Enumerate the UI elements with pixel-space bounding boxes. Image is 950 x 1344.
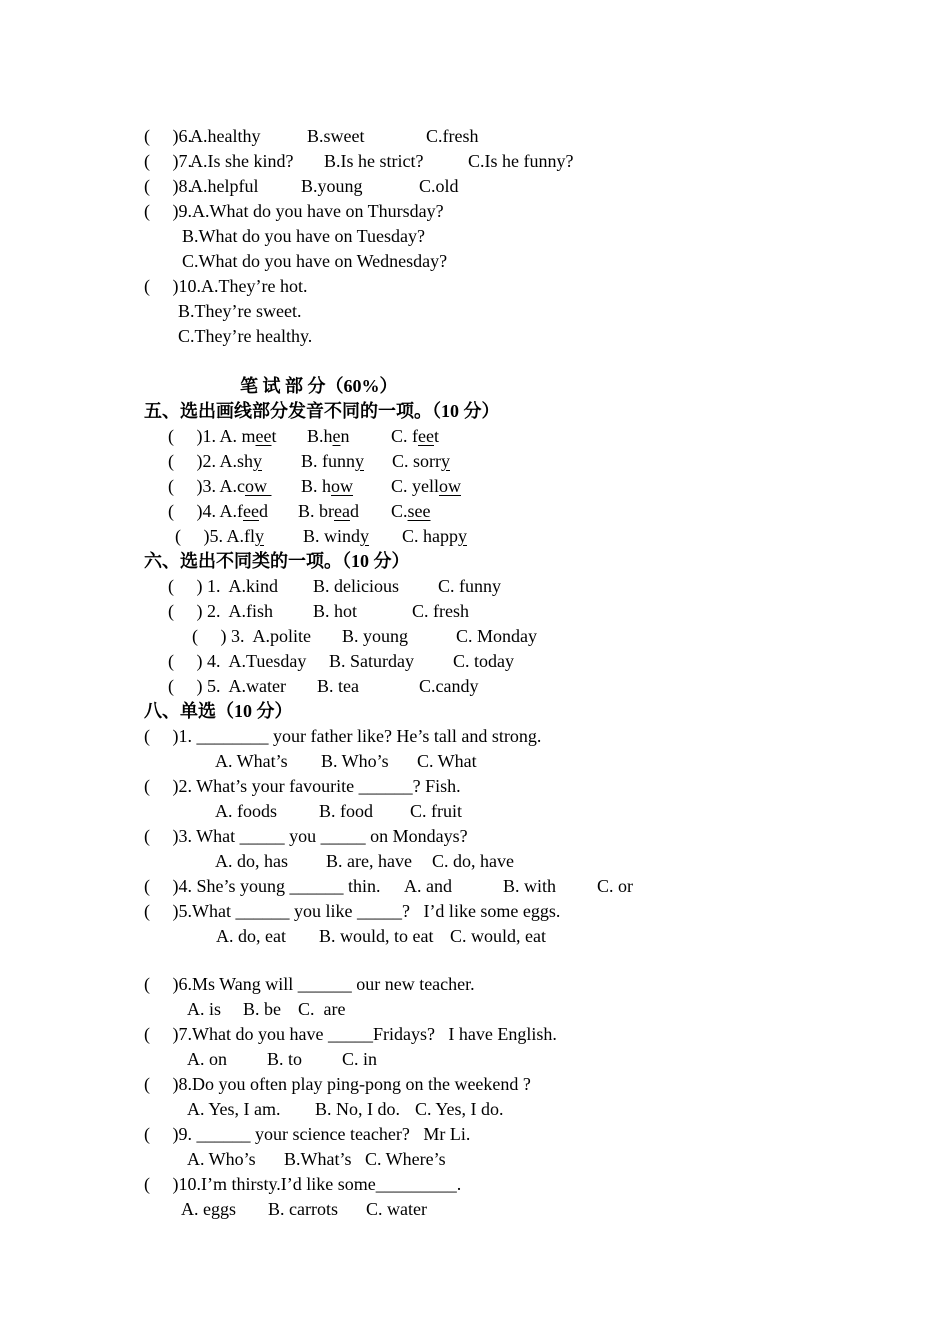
s6-q2-option-b: B. hot [313, 601, 358, 621]
s8-q8-option-a: A. Yes, I am. [187, 1099, 281, 1119]
s8-q4-stem: ( )4. She’s young ______ thin. [144, 876, 381, 896]
s5-q1-option-b: B.hen [307, 426, 350, 446]
s6-q5-option-a: ( ) 5. A.water [168, 676, 286, 696]
s8-q6-stem: ( )6.Ms Wang will ______ our new teacher. [144, 974, 475, 994]
s8-q7-stem: ( )7.What do you have _____Fridays? I have English. [144, 1024, 557, 1044]
q10-option-b: B.They’re sweet. [178, 301, 302, 321]
s5-q2-option-a: ( )2. A.shy [168, 451, 262, 471]
s8-q1-option-c: C. What [417, 751, 477, 771]
s8-q10-option-a: A. eggs [181, 1199, 236, 1219]
s8-q3-stem: ( )3. What _____ you _____ on Mondays? [144, 826, 468, 846]
s6-q3-option-c: C. Monday [456, 626, 537, 646]
s6-q5-option-c: C.candy [419, 676, 479, 696]
q9-option-a: ( )9.A.What do you have on Thursday? [144, 201, 444, 221]
s6-q1-option-b: B. delicious [313, 576, 399, 596]
s8-q10-option-c: C. water [366, 1199, 427, 1219]
s6-q3-option-a: ( ) 3. A.polite [192, 626, 311, 646]
s8-q7-option-a: A. on [187, 1049, 227, 1069]
s5-q5-option-a: ( )5. A.fly [175, 526, 264, 546]
s6-q2-option-c: C. fresh [412, 601, 469, 621]
s8-q5-option-c: C. would, eat [450, 926, 546, 946]
s5-q5-option-c: C. happy [402, 526, 467, 546]
s8-q7-option-b: B. to [267, 1049, 303, 1069]
s5-q3-option-a: ( )3. A.cow [168, 476, 272, 496]
q6-option-a: A.healthy [190, 126, 261, 146]
section-5-title: 五、选出画线部分发音不同的一项。（10 分） [144, 401, 500, 421]
s8-q9-option-a: A. Who’s [187, 1149, 256, 1169]
s8-q9-option-b: B.What’s [284, 1149, 352, 1169]
q7-option-b: B.Is he strict? [324, 151, 424, 171]
q8-option-c: C.old [419, 176, 459, 196]
s8-q7-option-c: C. in [342, 1049, 378, 1069]
q6-option-c: C.fresh [426, 126, 479, 146]
s8-q3-option-c: C. do, have [432, 851, 514, 871]
s8-q10-stem: ( )10.I’m thirsty.I’d like some_________. [144, 1174, 462, 1194]
q9-option-b: B.What do you have on Tuesday? [182, 226, 425, 246]
s5-q5-option-b: B. windy [303, 526, 370, 546]
s5-q4-option-c: C.see [391, 501, 431, 521]
q6-option-b: B.sweet [307, 126, 365, 146]
section-8-title: 八、单选（10 分） [144, 701, 293, 721]
q7-option-c: C.Is he funny? [468, 151, 574, 171]
s5-q4-option-a: ( )4. A.feed [168, 501, 268, 521]
s5-q2-option-c: C. sorry [392, 451, 450, 471]
s6-q3-option-b: B. young [342, 626, 409, 646]
s8-q2-option-b: B. food [319, 801, 373, 821]
s8-q6-option-a: A. is [187, 999, 222, 1019]
q8-option-b: B.young [301, 176, 363, 196]
s5-q1-option-c: C. feet [391, 426, 439, 446]
s8-q1-option-a: A. What’s [215, 751, 288, 771]
question-7-number: ( )7. [144, 151, 192, 171]
s8-q5-stem: ( )5.What ______ you like _____? I’d like some eggs. [144, 901, 561, 921]
s8-q2-option-a: A. foods [215, 801, 277, 821]
s8-q4-option-b: B. with [503, 876, 557, 896]
s8-q2-stem: ( )2. What’s your favourite ______? Fish. [144, 776, 461, 796]
s8-q6-option-c: C. are [298, 999, 346, 1019]
q10-option-c: C.They’re healthy. [178, 326, 313, 346]
s8-q4-option-c: C. or [597, 876, 633, 896]
s5-q1-option-a: ( )1. A. meet [168, 426, 277, 446]
s5-q4-option-b: B. bread [298, 501, 359, 521]
s6-q2-option-a: ( ) 2. A.fish [168, 601, 273, 621]
s8-q5-option-a: A. do, eat [216, 926, 286, 946]
s5-q3-option-b: B. how [301, 476, 354, 496]
q8-option-a: A.helpful [190, 176, 259, 196]
q10-option-a: ( )10.A.They’re hot. [144, 276, 308, 296]
section-6-title: 六、选出不同类的一项。（10 分） [144, 551, 410, 571]
s8-q8-option-c: C. Yes, I do. [415, 1099, 504, 1119]
s8-q4-option-a: A. and [404, 876, 452, 896]
s6-q5-option-b: B. tea [317, 676, 359, 696]
q7-option-a: A.Is she kind? [190, 151, 294, 171]
question-6-number: ( )6. [144, 126, 192, 146]
s6-q1-option-a: ( ) 1. A.kind [168, 576, 278, 596]
s5-q2-option-b: B. funny [301, 451, 364, 471]
s8-q8-option-b: B. No, I do. [315, 1099, 400, 1119]
s8-q1-stem: ( )1. ________ your father like? He’s tall and strong. [144, 726, 542, 746]
s6-q4-option-b: B. Saturday [329, 651, 414, 671]
s6-q4-option-c: C. today [453, 651, 514, 671]
s8-q3-option-a: A. do, has [215, 851, 288, 871]
s6-q4-option-a: ( ) 4. A.Tuesday [168, 651, 307, 671]
s8-q2-option-c: C. fruit [410, 801, 462, 821]
s8-q1-option-b: B. Who’s [321, 751, 389, 771]
s8-q9-stem: ( )9. ______ your science teacher? Mr Li. [144, 1124, 471, 1144]
s8-q6-option-b: B. be [243, 999, 281, 1019]
s8-q3-option-b: B. are, have [326, 851, 412, 871]
written-part-title: 笔 试 部 分（60%） [240, 376, 398, 396]
s8-q8-stem: ( )8.Do you often play ping-pong on the weekend ? [144, 1074, 531, 1094]
s8-q5-option-b: B. would, to eat [319, 926, 434, 946]
s8-q10-option-b: B. carrots [268, 1199, 338, 1219]
s8-q9-option-c: C. Where’s [365, 1149, 446, 1169]
question-8-number: ( )8. [144, 176, 192, 196]
s6-q1-option-c: C. funny [438, 576, 501, 596]
q9-option-c: C.What do you have on Wednesday? [182, 251, 448, 271]
s5-q3-option-c: C. yellow [391, 476, 461, 496]
